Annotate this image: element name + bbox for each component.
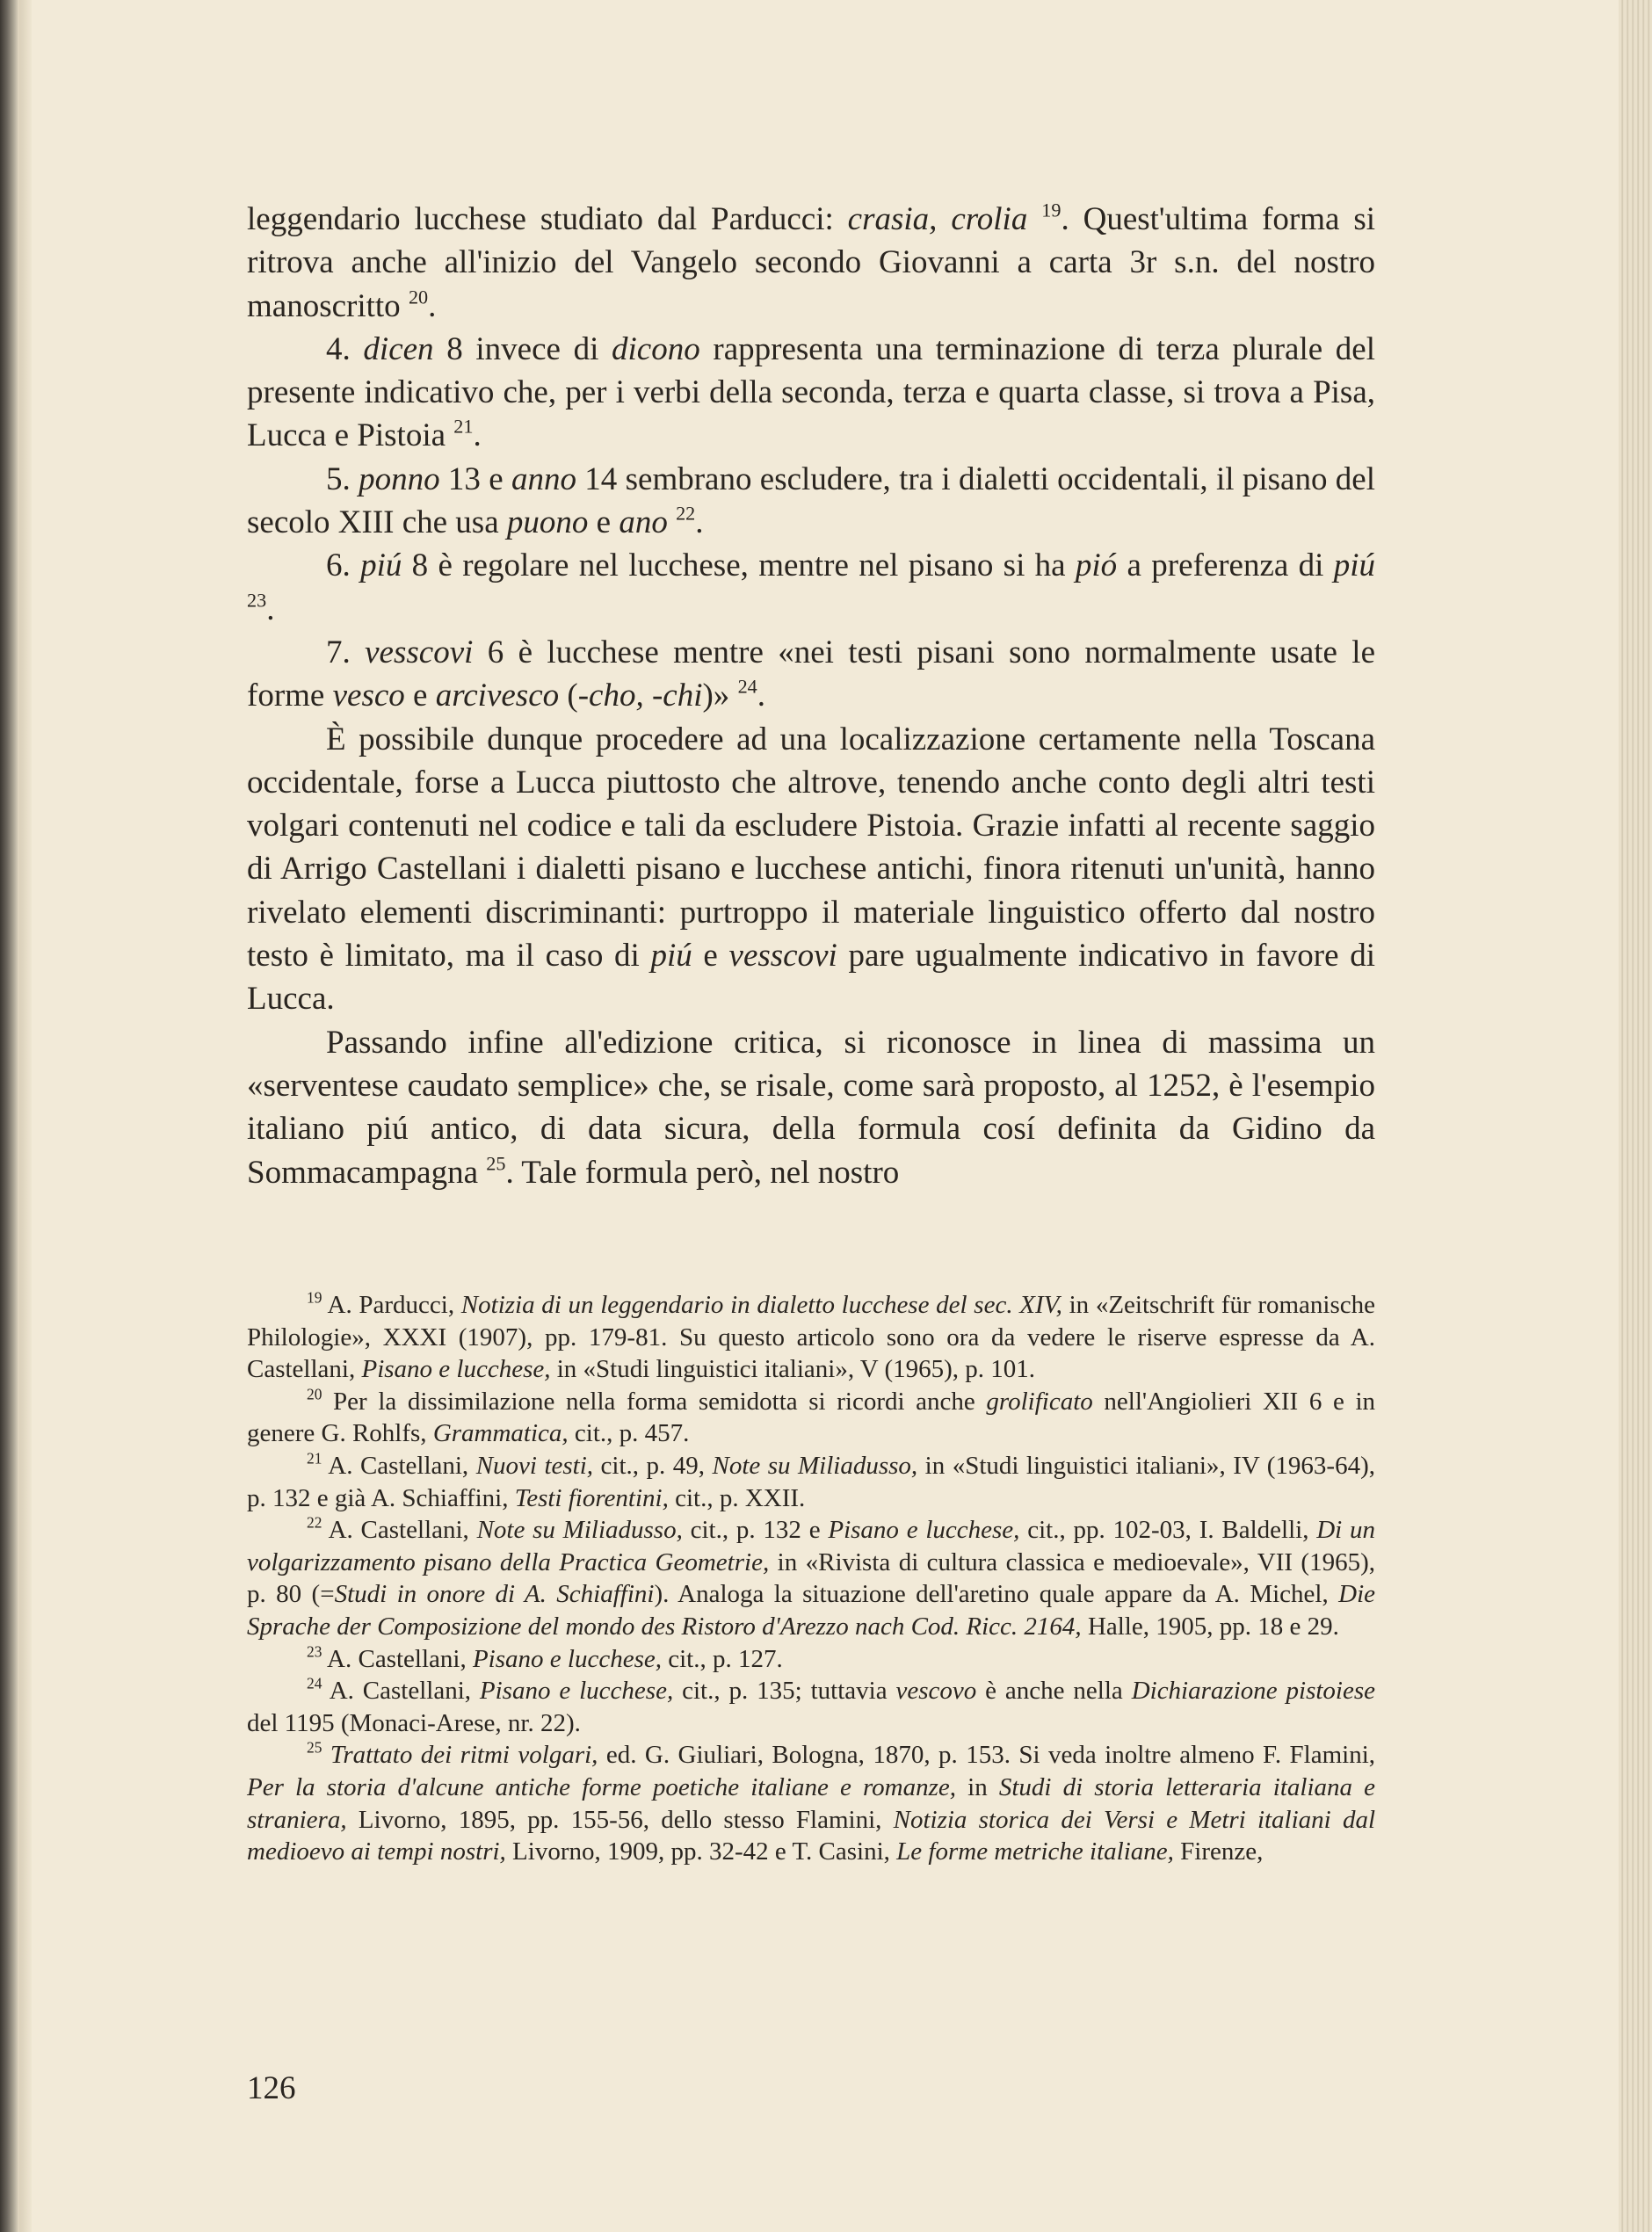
text-run: in «Studi linguistici italiani», V (1965), p. 101. [550, 1355, 1036, 1384]
text-run: 8 invece di [433, 330, 612, 367]
text-run: È possibile dunque procedere ad una localizzazione certamente nella Toscana occidentale, forse a Lucca piuttosto che altrove, tenendo anche conto degli altri testi volgari contenuti nel codice e tali da escludere Pistoia. Grazie infatti al recente saggio di Arrigo Castellani i dialetti pisano e lucchese antichi, finora ritenuti un'unità, hanno rivelato elementi discriminanti: purtroppo il materiale linguistico offerto dal nostro testo è limitato, ma il caso di [247, 721, 1375, 975]
main-text-block [247, 198, 1375, 1194]
paragraph [247, 718, 1375, 1021]
text-run: leggendario lucchese studiato dal Parducci: [247, 201, 848, 237]
italic-text: Pisano e lucchese, [361, 1355, 551, 1384]
paragraph [247, 458, 1375, 545]
footnote-number: 25 [307, 1739, 322, 1757]
text-run: cit., p. 132 e [682, 1516, 829, 1545]
text-run: Livorno, 1909, pp. 32-42 e T. Casini, [505, 1837, 897, 1866]
italic-text: -cho, -chi [577, 678, 703, 714]
footnote-ref: 19 [1041, 199, 1061, 221]
footnote-number: 21 [307, 1449, 322, 1467]
italic-text: Per la storia d'alcune antiche forme poetiche italiane e romanze, [247, 1772, 957, 1801]
italic-text: Die Sprache der Composizione del mondo des Ristoro d'Arezzo nach Cod. Ricc. 2164, [247, 1580, 1375, 1641]
text-run: Per la dissimilazione nella forma semidotta si ricordi anche [333, 1387, 987, 1416]
text-run: Passando infine all'edizione critica, si riconosce in linea di massima un «serventese caudato semplice» che, se risale, come sarà proposto, al 1252, è l'esempio italiano piú antico, di data sicura, della formula cosí definita da Gidino da Sommacampagna [247, 1024, 1375, 1191]
footnote-ref: 20 [408, 286, 429, 308]
text-run: e [692, 938, 729, 975]
page-number: 126 [247, 2070, 296, 2106]
text-run: cit., p. XXII. [668, 1483, 806, 1512]
text-run: A. Castellani, [327, 1644, 473, 1673]
text-run: 14 sembrano escludere, tra i dialetti occidentali, il pisano del secolo XIII che usa [247, 460, 1375, 541]
italic-text: dicen [363, 330, 434, 367]
text-run: A. Castellani, [328, 1451, 476, 1480]
footnote [247, 1675, 1375, 1739]
text-run: . [266, 591, 275, 627]
text-run: pare ugualmente indicativo in favore di Lucca. [247, 938, 1375, 1018]
text-run: cit., pp. 102-03, I. Baldelli, [1019, 1516, 1317, 1545]
text-run: cit., p. 49, [593, 1451, 713, 1480]
book-gutter [0, 0, 19, 2232]
footnote-ref: 24 [737, 675, 757, 698]
text-run: in «Studi linguistici italiani», IV (1963-64), p. 132 e già A. Schiaffini, [247, 1451, 1375, 1512]
italic-text: Grammatica, [432, 1419, 569, 1448]
text-run: e [404, 678, 436, 714]
italic-text: vesscovi [728, 938, 837, 975]
text-run: è anche nella [976, 1677, 1132, 1706]
text-run: in «Rivista di cultura classica e medioevale», VII (1965), p. 80 (= [247, 1547, 1375, 1609]
italic-text: piú [360, 547, 402, 584]
italic-text: arcivesco [435, 678, 560, 714]
text-run: A. Castellani, [329, 1677, 480, 1706]
text-run: cit., p. 135; tuttavia [673, 1677, 896, 1706]
gutter-shadow [19, 0, 32, 2232]
text-run: 6. [326, 547, 361, 584]
text-run: . [473, 417, 482, 454]
footnote-number: 20 [307, 1385, 322, 1403]
body-text [247, 198, 1375, 1194]
footnote-number: 24 [307, 1674, 322, 1692]
paragraph [247, 328, 1375, 458]
italic-text: Studi in onore di A. Schiaffini [334, 1580, 655, 1609]
italic-text: grolificato [986, 1387, 1093, 1416]
italic-text: Note su Miliadusso, [712, 1451, 918, 1480]
italic-text: Notizia di un leggendario in dialetto lucchese del sec. XIV, [460, 1291, 1062, 1319]
text-run: Firenze, [1173, 1837, 1264, 1866]
text-run: . [695, 504, 704, 541]
text-run: ( [559, 678, 578, 714]
text-run: ). Analoga la situazione dell'aretino quale appare da A. Michel, [654, 1580, 1339, 1609]
paragraph [247, 631, 1375, 718]
text-run: rappresenta una terminazione di terza plurale del presente indicativo che, per i verbi della seconda, terza e quarta classe, si trova a Pisa, Lucca e Pistoia [247, 330, 1376, 454]
text-run [668, 504, 676, 540]
italic-text: vesscovi [365, 634, 474, 670]
text-run: A. Parducci, [327, 1291, 461, 1319]
text-run: . Tale formula però, nel nostro [505, 1154, 900, 1191]
text-run: . [428, 287, 437, 324]
footnote [247, 1386, 1375, 1450]
italic-text: Dichiarazione pistoiese [1131, 1677, 1375, 1706]
text-run: . [757, 678, 765, 714]
text-run: Halle, 1905, pp. 18 e 29. [1081, 1612, 1339, 1641]
paragraph [247, 1021, 1375, 1194]
italic-text: puono [506, 504, 589, 541]
footnote [247, 1450, 1375, 1514]
italic-text: Pisano e lucchese, [472, 1644, 662, 1673]
text-run: del 1195 (Monaci-Arese, nr. 22). [247, 1708, 581, 1737]
italic-text: pió [1075, 547, 1118, 584]
footnote-ref: 25 [486, 1152, 506, 1175]
footnote [247, 1739, 1375, 1867]
text-run: 7. [326, 634, 366, 670]
footnotes [247, 1289, 1375, 1868]
italic-text: Di un volgarizzamento pisano della Practica Geometrie, [247, 1516, 1376, 1576]
text-run: . Quest'ultima forma si ritrova anche all'inizio del Vangelo secondo Giovanni a carta 3r s.n. del nostro manoscritto [247, 201, 1375, 324]
footnote-ref: 22 [676, 502, 696, 525]
footnote-ref: 23 [247, 589, 267, 612]
text-run: ed. G. Giuliari, Bologna, 1870, p. 153. Si veda inoltre almeno F. Flamini, [598, 1741, 1376, 1770]
paragraph [247, 544, 1375, 631]
text-run: e [588, 504, 620, 541]
text-run: a preferenza di [1117, 547, 1334, 584]
text-run: in [956, 1772, 999, 1801]
text-run: )» [702, 678, 738, 714]
italic-text: Trattato dei ritmi volgari, [330, 1741, 598, 1770]
italic-text: dicono [612, 330, 700, 367]
footnote [247, 1289, 1375, 1386]
italic-text: vesco [332, 678, 405, 714]
text-run: cit., p. 127. [661, 1644, 783, 1673]
footnote-number: 23 [307, 1642, 322, 1661]
footnote-number: 22 [307, 1513, 322, 1532]
italic-text: Testi fiorentini, [514, 1483, 669, 1512]
italic-text: crasia, crolia [847, 201, 1028, 237]
footnote-ref: 21 [453, 416, 474, 438]
paragraph [247, 198, 1375, 328]
text-run: in «Zeitschrift für romanische Philologie», XXXI (1907), pp. 179-81. Su questo articolo sono ora da vedere le riserve espresse da A. Castellani, [247, 1291, 1375, 1384]
italic-text: vescovo [895, 1677, 977, 1706]
footnote [247, 1643, 1375, 1676]
italic-text: piú [650, 938, 692, 975]
italic-text: Notizia storica dei Versi e Metri italiani dal medioevo ai tempi nostri, [247, 1805, 1375, 1866]
italic-text: ano [619, 504, 668, 541]
footnote-number: 19 [307, 1288, 322, 1307]
italic-text: ponno [359, 460, 440, 497]
italic-text: Note su Miliadusso, [476, 1516, 683, 1545]
italic-text: Studi di storia letteraria italiana e straniera, [247, 1772, 1375, 1834]
text-run [1027, 201, 1041, 237]
footnote [247, 1514, 1375, 1642]
italic-text: Le forme metriche italiane, [896, 1837, 1174, 1866]
italic-text: Nuovi testi, [475, 1451, 594, 1480]
text-run: A. Castellani, [328, 1516, 477, 1545]
italic-text: piú [1333, 547, 1376, 584]
text-run: 5. [326, 460, 359, 497]
text-run: 8 è regolare nel lucchese, mentre nel pisano si ha [402, 547, 1076, 584]
text-run: 6 è lucchese mentre «nei testi pisani sono normalmente usate le forme [247, 634, 1376, 714]
text-run: 4. [326, 330, 364, 367]
text-run: 13 e [439, 460, 511, 497]
page-edges [1619, 0, 1652, 2232]
text-run: cit., p. 457. [568, 1419, 690, 1448]
italic-text: Pisano e lucchese, [828, 1516, 1020, 1545]
italic-text: Pisano e lucchese, [479, 1677, 674, 1706]
italic-text: anno [511, 460, 576, 497]
text-run: nell'Angiolieri XII 6 e in genere G. Rohlfs, [247, 1387, 1376, 1448]
text-run: Livorno, 1895, pp. 155-56, dello stesso Flamini, [346, 1805, 894, 1834]
